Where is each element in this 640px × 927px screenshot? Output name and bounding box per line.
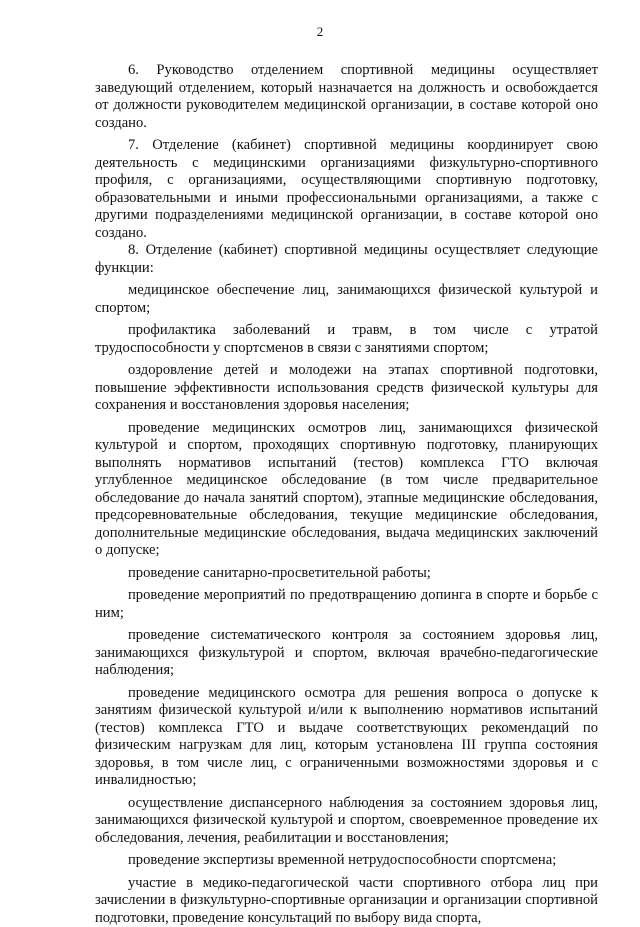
function-item: оздоровление детей и молодежи на этапах спортивной подготовки, повышение эффективности использования средств физической культуры для сохранения и восстановления здоровья населения; (95, 362, 598, 415)
paragraph-7: 7. Отделение (кабинет) спортивной медицины координирует свою деятельность с медицинскими организациями физкультурно-спортивного профиля, с организациями, осуществляющими спортивную подготовку, образовательными и иными профессиональными организациями, а также с другими подразделениями медицинской организации, в составе которой оно создано. (95, 137, 598, 242)
function-item: участие в медико-педагогической части спортивного отбора лиц при зачислении в физкультурно-спортивные организации и организации спортивной подготовки, проведение консультаций по выбору вида спорта, (95, 875, 598, 927)
function-item: проведение систематического контроля за состоянием здоровья лиц, занимающихся физкультурой и спортом, включая врачебно-педагогические наблюдения; (95, 627, 598, 680)
function-item: проведение медицинского осмотра для решения вопроса о допуске к занятиям физической культурой и/или к выполнению нормативов испытаний (тестов) комплекса ГТО и выдаче соответствующих рекомендаций по физическим нагрузкам для лиц, которым установлена III группа состояния здоровья, в том числе лиц, с ограниченными возможностями здоровья и с инвалидностью; (95, 685, 598, 790)
page-number: 2 (0, 24, 640, 40)
function-item: осуществление диспансерного наблюдения за состоянием здоровья лиц, занимающихся физической культурой и спортом, своевременное проведение их обследования, лечения, реабилитации и восстановления; (95, 795, 598, 848)
document-body (95, 62, 598, 927)
function-item: медицинское обеспечение лиц, занимающихся физической культурой и спортом; (95, 282, 598, 317)
function-item: проведение медицинских осмотров лиц, занимающихся физической культурой и спортом, проходящих спортивную подготовку, планирующих выполнять нормативов испытаний (тестов) комплекса ГТО включая углубленное медицинское обследование (в том числе предварительное обследование до начала занятий спортом), этапные медицинские обследования, предсоревновательные обследования, текущие медицинские обследования, дополнительные медицинские обследования, выдача медицинских заключений о допуске; (95, 420, 598, 560)
paragraph-8: 8. Отделение (кабинет) спортивной медицины осуществляет следующие функции: (95, 242, 598, 277)
paragraph-6: 6. Руководство отделением спортивной медицины осуществляет заведующий отделением, который назначается на должность и освобождается от должности руководителем медицинской организации, в составе которой оно создано. (95, 62, 598, 132)
function-item: профилактика заболеваний и травм, в том числе с утратой трудоспособности у спортсменов в связи с занятиями спортом; (95, 322, 598, 357)
function-item: проведение санитарно-просветительной работы; (95, 565, 598, 583)
function-item: проведение мероприятий по предотвращению допинга в спорте и борьбе с ним; (95, 587, 598, 622)
function-item: проведение экспертизы временной нетрудоспособности спортсмена; (95, 852, 598, 870)
